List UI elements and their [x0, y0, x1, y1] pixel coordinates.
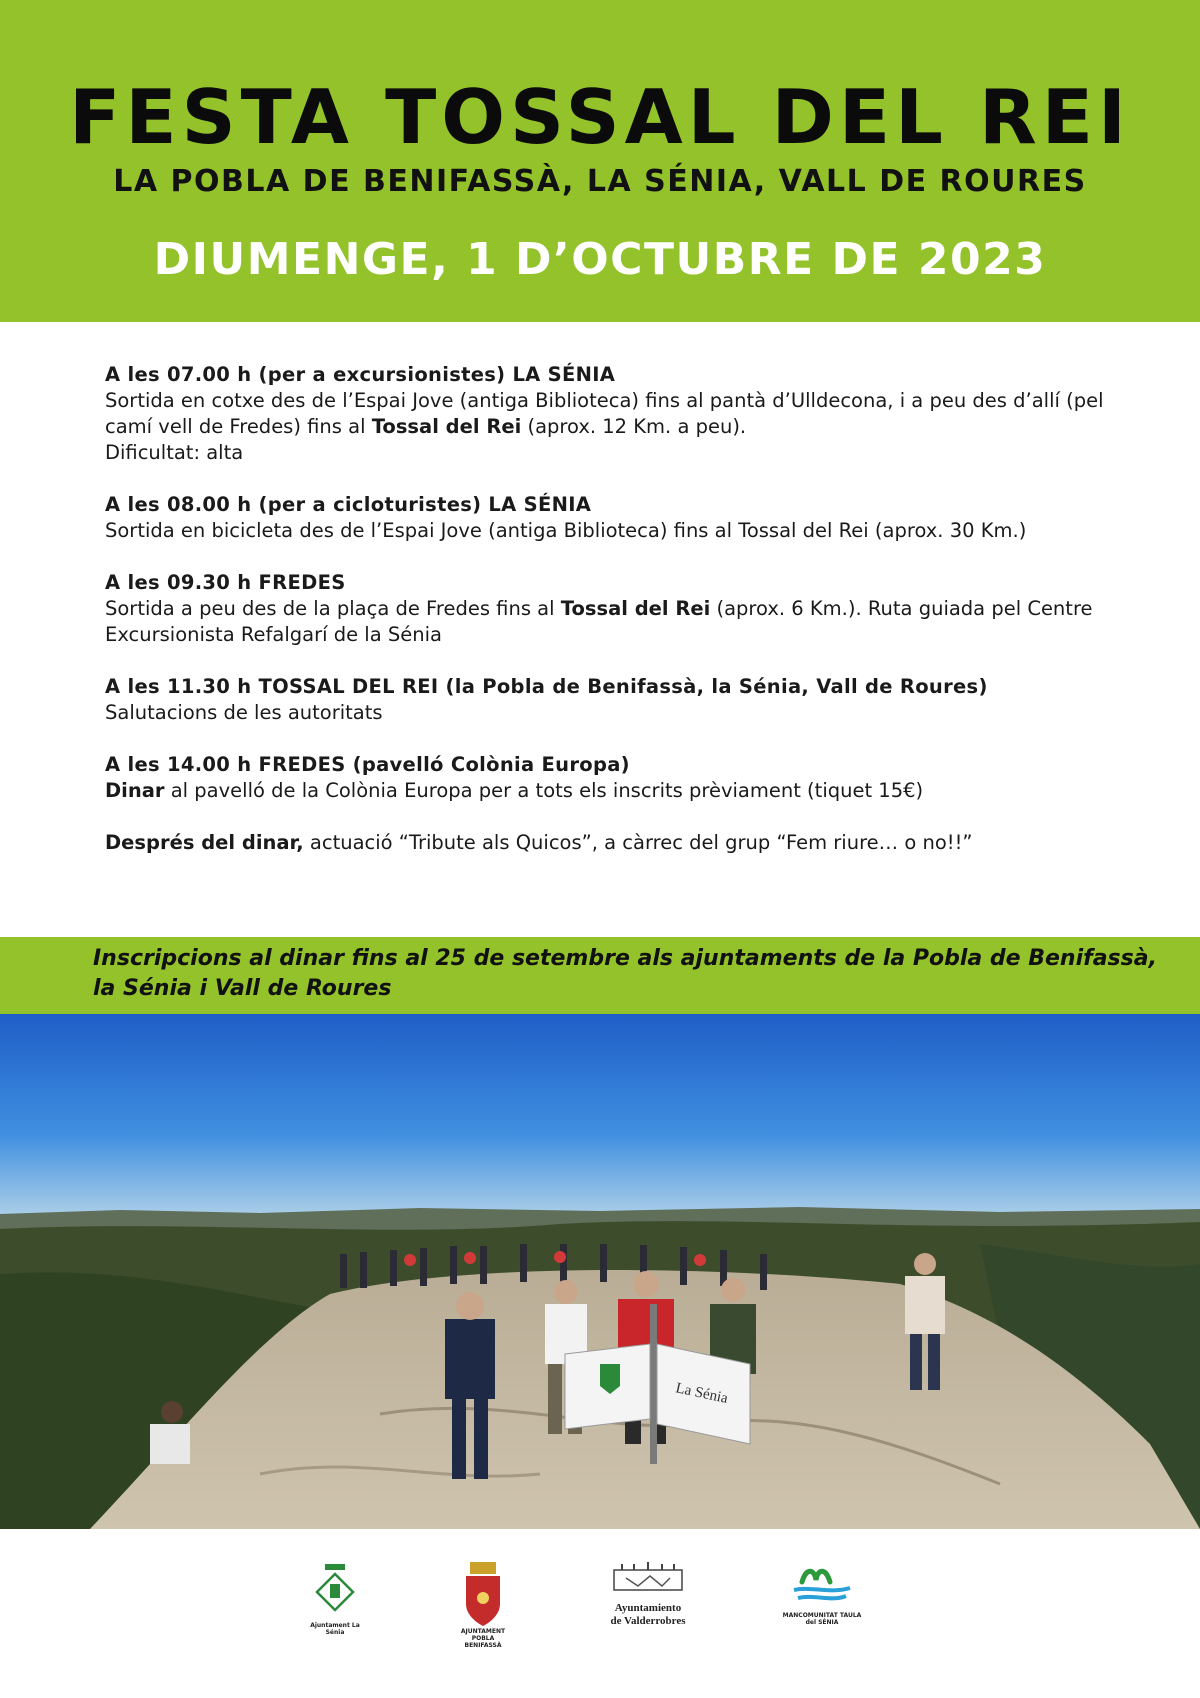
program-item-description: Després del dinar, actuació “Tribute als Quicos”, a càrrec del grup “Fem riure… o no!!”: [105, 831, 973, 854]
program-item-description: Sortida a peu des de la plaça de Fredes fins al Tossal del Rei (aprox. 6 Km.). Ruta guiada pel Centre Excursionista Refalgarí de la Sénia: [105, 597, 1093, 646]
header-banner: [0, 0, 1200, 322]
program-item-after-lunch: [105, 830, 1115, 856]
page-title: FESTA TOSSAL DEL REI: [69, 73, 1131, 161]
program-item-heading: A les 08.00 h (per a cicloturistes) LA SÉNIA: [105, 493, 592, 516]
page-subtitle: LA POBLA DE BENIFASSÀ, LA SÉNIA, VALL DE ROURES: [113, 164, 1087, 199]
program-item-description: Salutacions de les autoritats: [105, 701, 383, 724]
program-item-description: Sortida en bicicleta des de l’Espai Jove (antiga Biblioteca) fins al Tossal del Rei (aprox. 30 Km.): [105, 519, 1027, 542]
event-date: DIUMENGE, 1 D’OCTUBRE DE 2023: [153, 234, 1047, 285]
valderrobres-coat-of-arms-icon: [608, 1560, 688, 1600]
program-item-heading: A les 07.00 h (per a excursionistes) LA SÉNIA: [105, 363, 616, 386]
sponsor-logos: [0, 1560, 1200, 1670]
logo-valderrobres: Ayuntamiento de Valderrobres: [608, 1560, 688, 1604]
program-item-description: Sortida en cotxe des de l’Espai Jove (antiga Biblioteca) fins al pantà d’Ulldecona, i a peu des d’allí (pel camí vell de Fredes) fins al Tossal del Rei (aprox. 12 Km. a peu).: [105, 389, 1104, 438]
program-item-0800: [105, 492, 1115, 544]
program-item-0700: [105, 362, 1115, 466]
registration-band: [0, 937, 1200, 1014]
summit-photo-illustration: [0, 1014, 1200, 1529]
program-item-heading: A les 09.30 h FREDES: [105, 571, 346, 594]
logo-la-senia: Ajuntament La Sénia: [305, 1560, 365, 1644]
program-item-1400: [105, 752, 1115, 804]
program-item-difficulty: Dificultat: alta: [105, 441, 244, 464]
registration-notice: Inscripcions al dinar fins al 25 de setembre als ajuntaments de la Pobla de Benifassà, la Sénia i Vall de Roures: [93, 946, 1157, 1001]
program-item-heading: A les 14.00 h FREDES (pavelló Colònia Europa): [105, 753, 630, 776]
program-item-description: Dinar al pavelló de la Colònia Europa per a tots els inscrits prèviament (tiquet 15€): [105, 779, 924, 802]
logo-mancomunitat: MANCOMUNITAT TAULA del SÉNIA: [780, 1560, 864, 1614]
program-item-0930: [105, 570, 1115, 648]
sign-label: La Sénia: [674, 1380, 730, 1407]
mancomunitat-taula-del-senia-icon: [780, 1560, 864, 1610]
event-photo: [0, 1014, 1200, 1529]
program-item-1130: [105, 674, 1115, 726]
program-list: [105, 362, 1115, 882]
logo-pobla-benifassa: AJUNTAMENT POBLA BENIFASSÀ: [458, 1560, 508, 1644]
program-item-heading: A les 11.30 h TOSSAL DEL REI (la Pobla de Benifassà, la Sénia, Vall de Roures): [105, 675, 988, 698]
